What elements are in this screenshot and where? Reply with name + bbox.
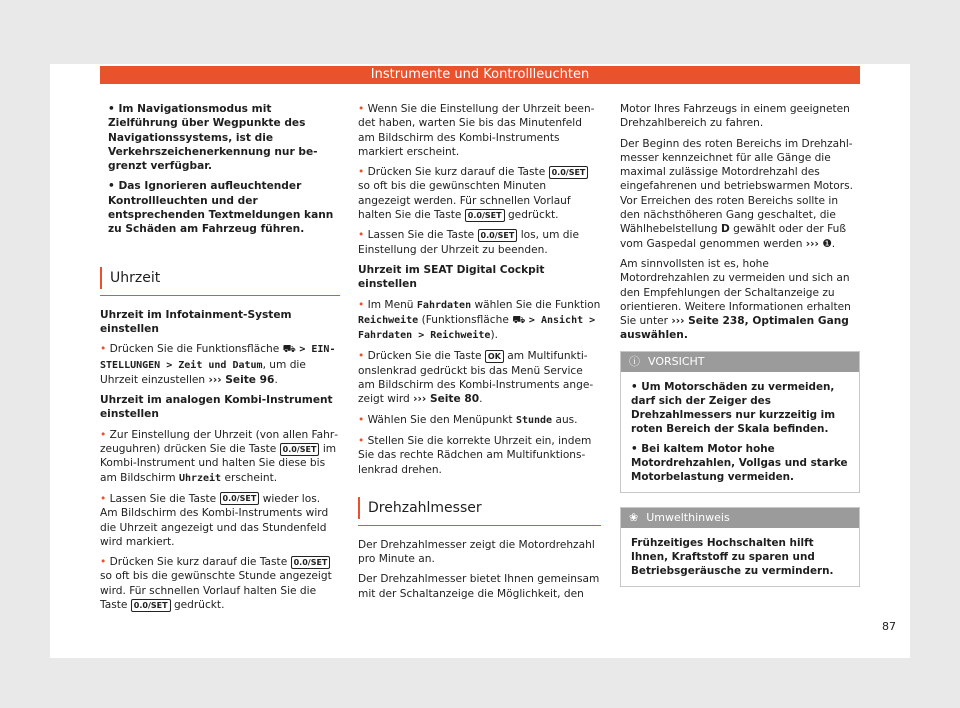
column-1: • Im Navigationsmodus mit Zielführung über Wegpunkte des Navigationssystems, ist die Verkehrszeichenerkennung nur begrenzt verfügbar. • Das Ignorieren aufleuchtender Kontrollleuchten und der entsprechenden Textmeldungen kann zu Schäden am Fahrzeug führen. Uhrzeit Uhrzeit im Infotainment-System einstellen • Drücken Sie die Funktionsfläche ⛟ > EINSTELLUNGEN > Zeit und Datum, um die Uhrzeit einzustellen ››› Seite 96. Uhrzeit im analogen Kombi-Instrument einstellen • Zur Einstellung der Uhrzeit (von allen Fahrzeuguhren) drücken Sie die Taste 0.0/SET im Kombi-Instrument und halten Sie diese bis am Bildschirm Uhrzeit erscheint. • Lassen Sie die Taste 0.0/SET wieder los. Am Bildschirm des Kombi-Instruments wird die Uhrzeit angezeigt und das Stundenfeld wird markiert. • Drücken Sie kurz darauf die Taste 0.0/SET so oft bis die gewünschte Stunde angezeigt wird. Für schnellen Vorlauf halten Sie die Taste 0.0/SET gedrückt.	[100, 103, 339, 612]
page-ref[interactable]: ››› Seite 80	[413, 393, 480, 406]
subheading: Uhrzeit im SEAT Digital Cockpit einstellen	[358, 263, 545, 291]
page-ref[interactable]: ››› Seite 238, Optimalen Gang auswählen.	[620, 315, 849, 342]
page-ref[interactable]: ›››	[805, 237, 819, 250]
note-item: Das Ignorieren aufleuchtender Kontrollleuchten und der entsprechenden Textmeldungen kann zu Schäden am Fahrzeug führen.	[108, 180, 334, 236]
set-key-icon: 0.0/SET	[280, 443, 320, 456]
environment-box: ❀ Umwelthinweis Frühzeitiges Hochschalten hilft Ihnen, Kraftstoff zu sparen und Betriebsgeräusche zu vermindern.	[620, 507, 860, 587]
car-icon: ⛟	[512, 313, 526, 326]
section-title-drehzahlmesser: Drehzahlmesser	[358, 497, 601, 519]
note-item: Im Navigationsmodus mit Zielführung über Wegpunkte des Navigationssystems, ist die Verkehrszeichenerkennung nur begrenzt verfügbar.	[108, 103, 318, 173]
section-title-uhrzeit: Uhrzeit	[100, 267, 340, 289]
set-key-icon: 0.0/SET	[549, 166, 589, 179]
caution-icon: ⓘ	[629, 354, 640, 368]
column-3: Motor Ihres Fahrzeugs in einem geeigneten Drehzahlbereich zu fahren. Der Beginn des roten Bereichs im Drehzahlmesser kennzeichnet für alle Gänge die maximal zulässige Motordrehzahl des eingefahrenen und betriebswarmen Motors. Vor Erreichen des roten Bereichs sollte in den nächsthöheren Gang geschaltet, die Wählhebelstellung D gewählt oder der Fuß vom Gaspedal genommen werden ››› ❶. Am sinnvollsten ist es, hohe Motordrehzahlen zu vermeiden und sich an den Empfehlungen der Schaltanzeige zu orientieren. Weitere Informationen erhalten Sie unter ››› Seite 238, Optimalen Gang auswählen. ⓘ VORSICHT • Um Motorschäden zu vermeiden, darf sich der Zeiger des Drehzahlmessers nur kurzzeitig im roten Bereich der Skala befinden. • Bei kaltem Motor hohe Motordrehzahlen, Vollgas und starke Motorbelastung vermeiden. ❀ Umwelthinweis Frühzeitiges Hochschalten hilft Ihnen, Kraftstoff zu sparen und Betriebsgeräusche zu vermindern.	[620, 102, 860, 587]
caution-box: ⓘ VORSICHT • Um Motorschäden zu vermeiden, darf sich der Zeiger des Drehzahlmessers nur kurzzeitig im roten Bereich der Skala befinden. • Bei kaltem Motor hohe Motordrehzahlen, Vollgas und starke Motorbelastung vermeiden.	[620, 351, 860, 493]
car-icon: ⛟	[282, 343, 296, 356]
page-ref[interactable]: ››› Seite 96	[208, 373, 275, 386]
set-key-icon: 0.0/SET	[131, 599, 171, 612]
subheading: Uhrzeit im Infotainment-System einstellen	[100, 308, 292, 335]
page-header: Instrumente und Kontrollleuchten	[100, 66, 860, 84]
subheading: Uhrzeit im analogen Kombi-Instrument einstellen	[100, 394, 333, 421]
leaf-icon: ❀	[629, 511, 639, 525]
set-key-icon: 0.0/SET	[291, 556, 331, 569]
note-box: • Im Navigationsmodus mit Zielführung über Wegpunkte des Navigationssystems, ist die Verkehrszeichenerkennung nur begrenzt verfügbar. • Das Ignorieren aufleuchtender Kontrollleuchten und der entsprechenden Textmeldungen kann zu Schäden am Fahrzeug führen.	[108, 103, 334, 236]
ok-key-icon: OK	[485, 350, 504, 363]
set-key-icon: 0.0/SET	[478, 229, 518, 242]
warning-circle-icon: ❶	[822, 237, 832, 250]
set-key-icon: 0.0/SET	[465, 209, 505, 222]
set-key-icon: 0.0/SET	[220, 492, 260, 505]
page-number: 87	[882, 620, 896, 633]
column-2: • Wenn Sie die Einstellung der Uhrzeit beendet haben, warten Sie bis das Minutenfeld am Bildschirm des Kombi-Instruments markiert erscheint. • Drücken Sie kurz darauf die Taste 0.0/SET so oft bis die gewünschten Minuten angezeigt werden. Für schnellen Vorlauf halten Sie die Taste 0.0/SET gedrückt. • Lassen Sie die Taste 0.0/SET los, um die Einstellung der Uhrzeit zu beenden. Uhrzeit im SEAT Digital Cockpit einstellen • Im Menü Fahrdaten wählen Sie die Funktion Reichweite (Funktionsfläche ⛟ > Ansicht > Fahrdaten > Reichweite). • Drücken Sie die Taste OK am Multifunktionslenkrad gedrückt bis das Menü Service am Bildschirm des Kombi-Instruments angezeigt wird ››› Seite 80. • Wählen Sie den Menüpunkt Stunde aus. • Stellen Sie die korrekte Uhrzeit ein, indem Sie das rechte Rädchen am Multifunktionslenkrad drehen. Drehzahlmesser Der Drehzahlmesser zeigt die Motordrehzahl pro Minute an. Der Drehzahlmesser bietet Ihnen gemeinsam mit der Schaltanzeige die Möglichkeit, den	[358, 103, 601, 600]
